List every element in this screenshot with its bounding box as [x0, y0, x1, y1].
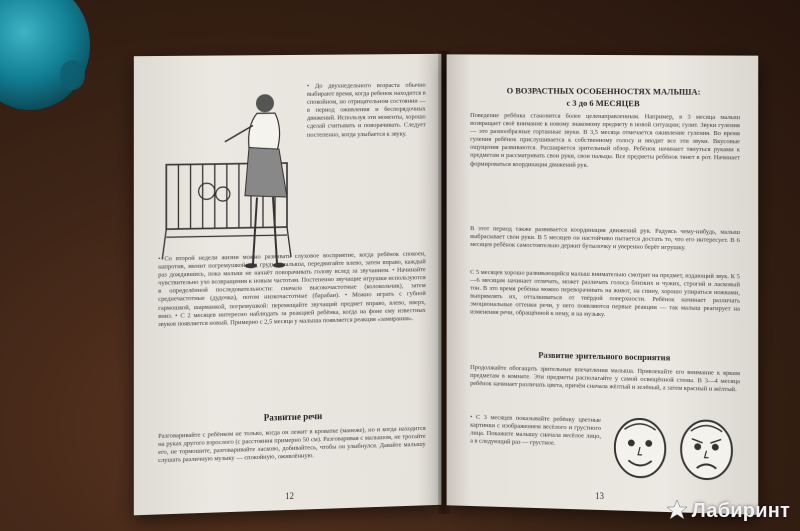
right-title-line-2: с 3 до 6 МЕСЯЦЕВ [566, 97, 640, 109]
blue-toy-detail [60, 60, 85, 90]
right-body-text-4: Продолжайте обогащать зрительные впечатления малыша. Привлекайте его внимание к ярким предметам в комнате. Эти предметы располагайте у самой освещённой стены. В 3—4 месяца ребёнок начинает различать цвета, причём сначала жёлтый и зелёный, а затем красный и жёлтый. [470, 364, 740, 394]
watermark-text: Лабиринт [691, 500, 790, 522]
mother-and-crib-illustration [156, 85, 307, 278]
sad-face-icon [677, 417, 736, 483]
open-booklet [135, 55, 755, 510]
right-title-line-1: О ВОЗРАСТНЫХ ОСОБЕННОСТЯХ МАЛЫША: [506, 85, 701, 97]
labirint-watermark [666, 499, 790, 523]
left-page [134, 54, 442, 515]
right-body-text-3: С 5 месяцев хорошо развивающийся малыш внимательно смотрит на предмет, издающий звук. К 5—6 месяцам начинает отличать, может различать голоса близких и чужих, строгий и ласковый тон. В это время ребёнка можно переворачивать на живот, на спину, хорошо упираться ножками, выпрямлять их, отталкиваться от твёрдой поверхности. Ребёнок начинает различать эмоциональные оттенки речи, у него появляются первые реакции — так малыш реагирует на изменения речи, обращённой к нему, и на музыку. [470, 268, 740, 319]
left-body-text-1: • Со второй недели жизни можно развивать слуховое восприятие, когда ребёнок спокоен, напротив, звенит погремушкой над грудью малыша, передвигайте влево, затем вправо, каждый раз дождавшись, пока малыш не начнёт поворачивать голову вслед за звучанием. • Начинайте чувствительно ухо возвращения к новым частотам. Постепенно звучащие игрушки используются в определённой последовательности: сначала высокочастотные (колокольчик), затем среднечастотные (дудочка), потом низкочастотные (барабан). • Можно играть с губной гармошкой, шарманкой, погремушкой: перемещайте звучащий предмет вправо, влево, вверх, вниз. • С 2 месяцев интересно наблюдать за реакцией ребёнка, когда на фоне ему известных звуков появляется новый. Примерно с 2,5 месяца у малыша появляется реакция «замирания». [158, 250, 426, 328]
right-section-heading: Развитие зрительного восприятия [538, 349, 671, 363]
right-body-text-5: • С 3 месяцев показывайте ребёнку цветные картинки с изображением весёлого и грустного лица. Покажите малышу сначала весёлое лицо, а в следующий раз — грустное. [470, 413, 601, 448]
left-section-heading: Развитие речи [263, 411, 323, 423]
labirint-logo-icon [666, 499, 688, 521]
right-body-text-2: В этот период также развивается координация движений рук. Радуясь чему-нибудь, малыш выбрасывает свои руки. В 5 месяцев он настойчиво пытается достать то, что его интересует. В 6 месяцев ребёнок самостоятельно держит бутылочку и уверенно берёт игрушку. [470, 225, 740, 252]
left-column-text: • До двухнедельного возраста обычно выбирают время, когда ребенок находится в спокойном, но отрицательном состоянии — в период оживления и беспорядочных движений. Используя эти моменты, хорошо сделай считывать и поворачивать. Следует постепенно, когда улыбается к звуку. [306, 81, 426, 139]
left-page-number: 12 [285, 490, 294, 502]
happy-face-icon [611, 415, 669, 481]
right-page [447, 54, 759, 514]
right-body-text-1: Поведение ребёнка становится более целенаправленным. Например, в 3 месяца малыш возвращает своё внимание к новому знакомому предмету в новой ситуации; гулит. Звуки гуления — это разнообразные гортанные звуки. В 3,5 месяца отмечается оживление гуления. Во время гуления ребёнок прислушивается к собственному голосу и вводит все эти звуки. Вкусовые ощущения развиваются. Расширяется зрительный обзор. Ребёнок начинает тянуться руками к предметам и рассматривать свои руки, свои пальцы. Все предметы ребёнок тянет в рот. Начинает формироваться координация движений рук. [470, 112, 740, 169]
left-body-text-2: Разговаривайте с ребёнком не только, когда он лежит в кроватке (манеже), но и когда находится на руках другого взрослого (с расстояния примерно 50 см). Разговаривая с малышом, не трогайте его, не тормошите, разговаривайте ласково, добивайтесь, чтобы он улыбнулся. Давайте малышу слушать различную музыку — спокойную, оживлённую. [158, 424, 426, 465]
right-page-number: 13 [595, 490, 604, 502]
